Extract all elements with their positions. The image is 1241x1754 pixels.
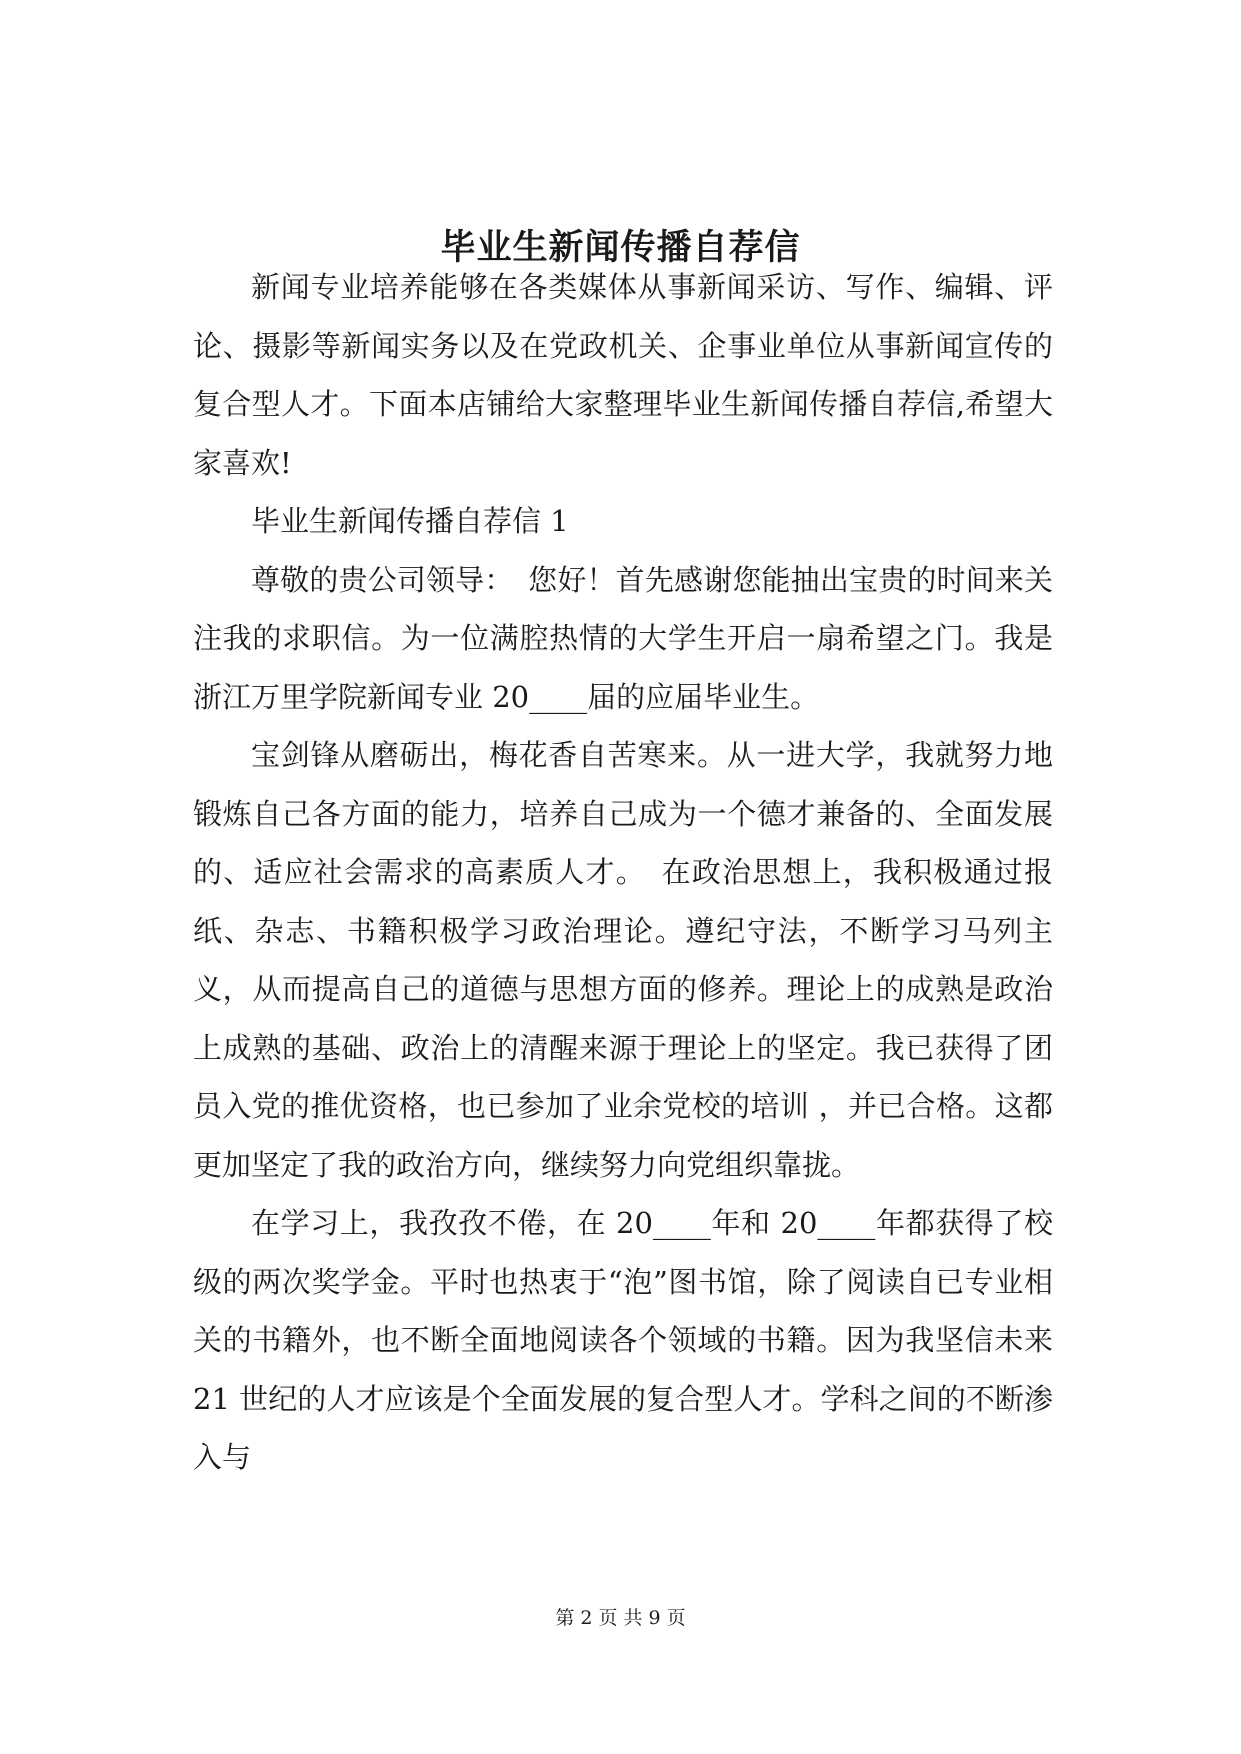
- paragraph-intro: 新闻专业培养能够在各类媒体从事新闻采访、写作、编辑、评论、摄影等新闻实务以及在党政机关、企事业单位从事新闻宣传的复合型人才。下面本店铺给大家整理毕业生新闻传播自荐信,希望大家喜欢!: [193, 270, 1053, 480]
- page-number: 第 2 页 共 9 页: [555, 1607, 686, 1629]
- document-body: [193, 258, 1053, 1487]
- paragraph-study: 在学习上，我孜孜不倦，在 20____年和 20____年都获得了校级的两次奖学金。平时也热衷于“泡”图书馆，除了阅读自已专业相关的书籍外，也不断全面地阅读各个领域的书籍。因为我坚信未来 21 世纪的人才应该是个全面发展的复合型人才。学科之间的不断渗入与: [193, 1206, 1053, 1474]
- paragraph-politics: 宝剑锋从磨砺出，梅花香自苦寒来。从一进大学，我就努力地锻炼自己各方面的能力，培养自己成为一个德才兼备的、全面发展的、适应社会需求的高素质人才。 在政治思想上，我积极通过报纸、杂志、书籍积极学习政治理论。遵纪守法，不断学习马列主义，从而提高自己的道德与思想方面的修养。理论上的成熟是政治上成熟的基础、政治上的清醒来源于理论上的坚定。我已获得了团员入党的推优资格，也已参加了业余党校的培训 ，并已合格。这都更加坚定了我的政治方向，继续努力向党组织靠拢。: [193, 738, 1053, 1182]
- document-title: 毕业生新闻传播自荐信: [440, 227, 801, 268]
- paragraph-heading: 毕业生新闻传播自荐信 1: [251, 504, 569, 538]
- paragraph-greeting: 尊敬的贵公司领导： 您好！首先感谢您能抽出宝贵的时间来关注我的求职信。为一位满腔热情的大学生开启一扇希望之门。我是浙江万里学院新闻专业 20____届的应届毕业生。: [193, 562, 1053, 714]
